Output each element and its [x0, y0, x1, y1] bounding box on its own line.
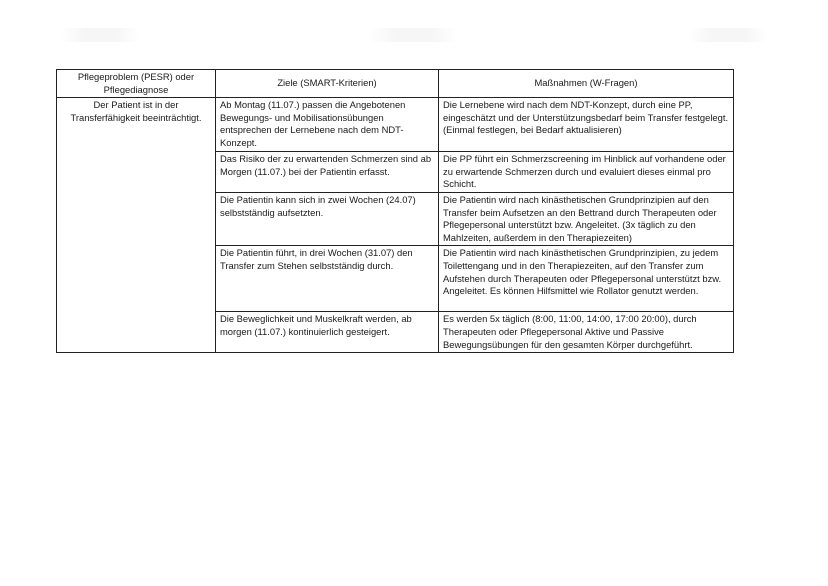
header-measures: Maßnahmen (W-Fragen): [439, 70, 734, 98]
measure-cell: Die Patientin wird nach kinästhetischen Grundprinzipien, zu jedem Toilettengang und in den Therapiezeiten, auf den Transfer zum Aufstehen durch Therapeuten oder Pflegepersonal unterstützt bzw. Angeleitet. Es können Hilfsmittel wie Rollator genutzt werden.: [439, 246, 734, 312]
scan-artifact: [368, 28, 458, 42]
measure-cell: Die PP führt ein Schmerzscreening im Hinblick auf vorhandene oder zu erwartende Schmerzen durch und evaluiert dieses einmal pro Schicht.: [439, 152, 734, 193]
goal-cell: Ab Montag (11.07.) passen die Angebotenen Bewegungs- und Mobilisationsübungen entsprechen der Lernebene nach dem NDT-Konzept.: [216, 98, 439, 152]
goal-cell: Die Beweglichkeit und Muskelkraft werden, ab morgen (11.07.) kontinuierlich gesteigert.: [216, 312, 439, 353]
problem-cell: Der Patient ist in der Transferfähigkeit beeinträchtigt.: [57, 98, 216, 353]
goal-cell: Die Patientin führt, in drei Wochen (31.07) den Transfer zum Stehen selbstständig durch.: [216, 246, 439, 312]
measure-cell: Die Lernebene wird nach dem NDT-Konzept, durch eine PP, eingeschätzt und der Unterstützungsbedarf beim Transfer festgelegt. (Einmal festlegen, bei Bedarf aktualisieren): [439, 98, 734, 152]
goal-cell: Die Patientin kann sich in zwei Wochen (24.07) selbstständig aufsetzten.: [216, 192, 439, 245]
care-plan-table: [56, 69, 734, 353]
header-problem: Pflegeproblem (PESR) oder Pflegediagnose: [57, 70, 216, 98]
table-row: [57, 98, 734, 152]
header-row: [57, 70, 734, 98]
goal-cell: Das Risiko der zu erwartenden Schmerzen sind ab Morgen (11.07.) bei der Patientin erfasst.: [216, 152, 439, 193]
scan-artifact: [688, 28, 768, 42]
scan-artifact: [60, 28, 140, 42]
header-goals: Ziele (SMART-Kriterien): [216, 70, 439, 98]
measure-cell: Es werden 5x täglich (8:00, 11:00, 14:00, 17:00 20:00), durch Therapeuten oder Pflegepersonal Aktive und Passive Bewegungsübungen für den gesamten Körper durchgeführt.: [439, 312, 734, 353]
measure-cell: Die Patientin wird nach kinästhetischen Grundprinzipien auf den Transfer beim Aufsetzen an den Bettrand durch Therapeuten oder Pflegepersonal unterstützt bzw. Angeleitet. (3x täglich zu den Mahlzeiten, außerdem in den Therapiezeiten): [439, 192, 734, 245]
